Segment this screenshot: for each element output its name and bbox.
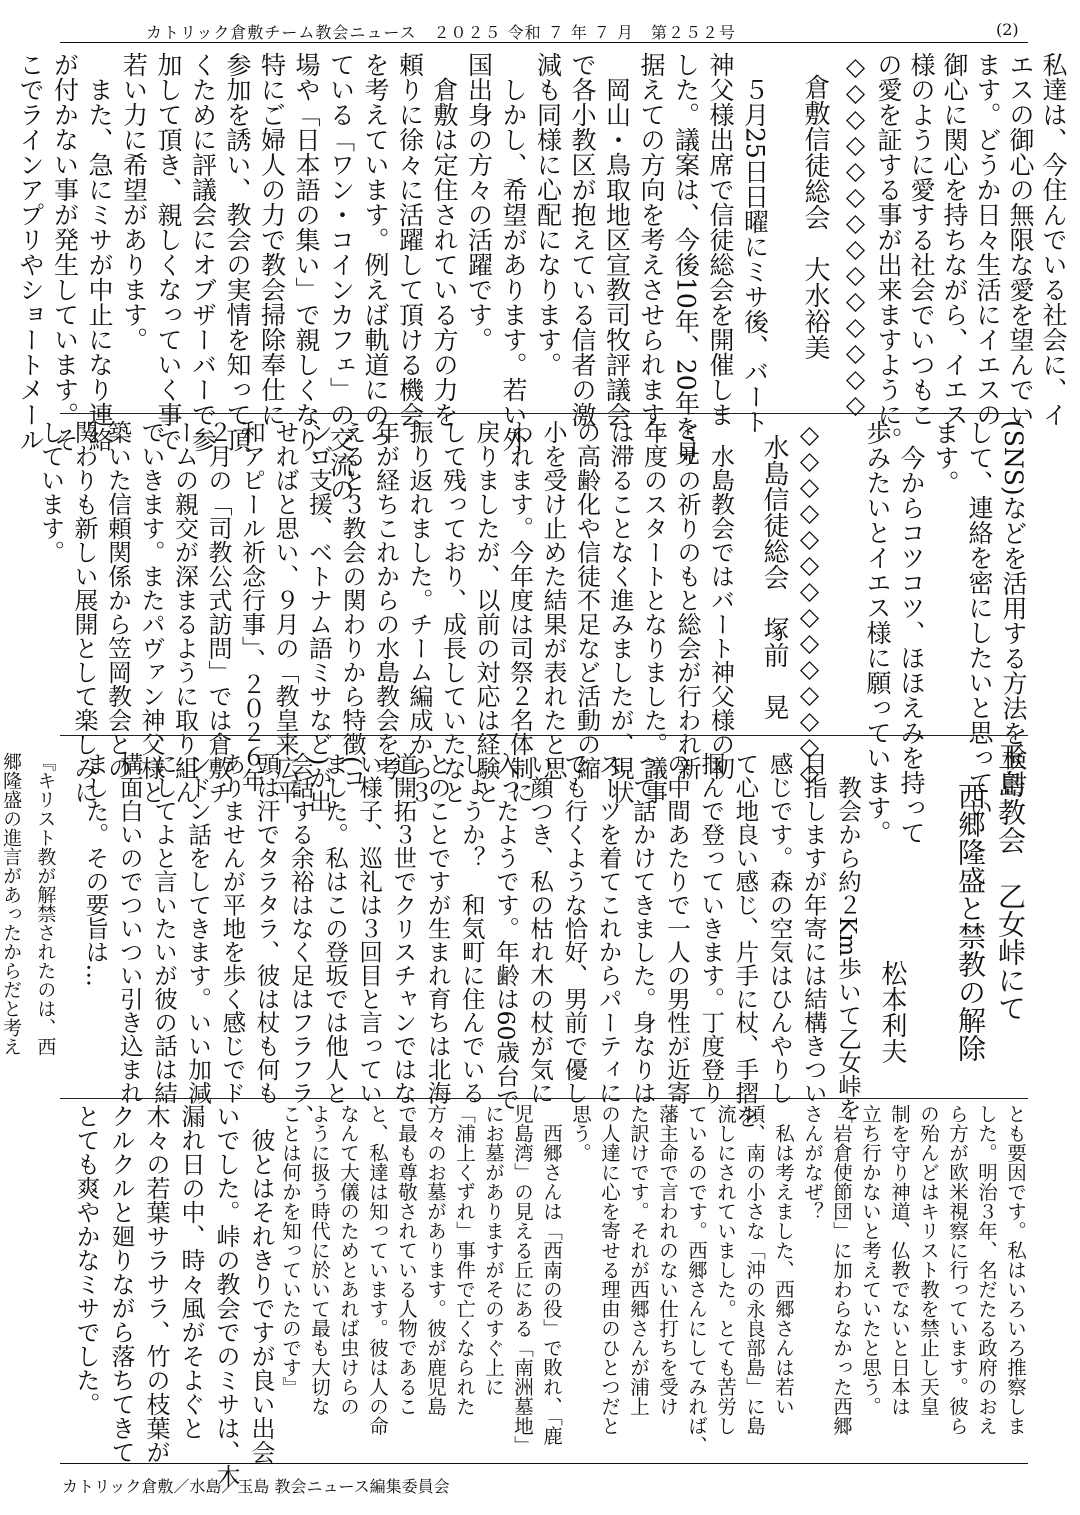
quote-line: 児島湾」の見える丘にある「南洲墓地」 [511,1104,534,1455]
text-line: の中間あたりで一人の男性が近寄 [662,752,691,1105]
quote-line: 「岩倉使節団」に加わらなかった西郷 [830,1104,853,1436]
text-line: して、連絡を密にしたいと思ってい [965,420,994,820]
text-line: 教会から約２Km歩いて乙女峠を [834,752,862,1121]
text-line: でいきます。またパヴァン神父様と [137,420,165,804]
page-number: (2) [996,20,1019,39]
text-line: 会話する余裕はなく足はフラフラ、 [286,752,315,1128]
text-line: の高齢化や信徒不足など活動の縮 [572,420,601,780]
text-line: 神父様出席で信徒総会を開催しま [706,52,735,427]
text-line: 歩みたいとイエス様に願っています。 [863,420,892,845]
kurashiki-heading: 倉敷信徒総会 大水裕美 [800,74,830,360]
text-line: 戻りましたが、以前の対応は経験と [472,420,500,804]
row-divider [60,735,1028,736]
text-line: ンドン話をしてきます。いい加減 [184,752,213,1105]
kurashiki-article [16,52,832,502]
closing-paragraph [60,1104,278,1488]
quote-line: 郷隆盛の進言があったからだと考え [0,752,23,1056]
sns-continuation [790,420,1030,845]
tamashima-author: 松本利夫 [877,960,907,1064]
text-line: 構面白いのでついつい引き込まれ [115,752,144,1105]
intro-column [836,52,1070,452]
text-line: 特にご婦人の力で教会掃除奉仕に [257,52,287,427]
header-rule [60,42,1028,43]
row-divider [60,1098,1028,1099]
text-line: ミサの祈りのもと総会が行われ新 [673,420,701,780]
quote-line: とも要因です。私はいろいろ推察しま [1004,1104,1027,1436]
quote-line: にお墓がありますがそのすぐ上に [482,1104,505,1397]
text-line: ている「ワン・コインカフェ」の交流の [326,52,356,502]
text-line: の愛を証する事が出来ますように。 [874,52,903,452]
quote-line: ら方が欧米視察に行っています。彼ら [946,1104,969,1436]
text-line: て心地良い感じ、片手に杖、手摺を [731,752,760,1128]
text-line: スーツを着てこれからパーティに [594,752,623,1105]
text-line: にしてよと言いたいが彼の話は結 [149,752,178,1105]
text-line: 漏れ日の中、時々風がそよぐと [177,1104,205,1440]
mizushima-heading: 水島信徒総会 塚前 晃 [759,434,789,720]
text-line: 岡山・鳥取地区宣教司牧評議会 [602,52,632,427]
text-line: ます。 [931,420,960,495]
text-line: 目指しますが年寄には結構きつい [799,752,828,1105]
text-line: って話かけてきました。身なりは [628,752,657,1105]
quote-line: で最も尊敬されている人物であるこ [395,1104,418,1416]
text-line: くために評議会にオブザーバーで参 [188,52,218,452]
text-line: が付かない事が発生しています。そ [50,52,80,452]
quote-line: ことは何かを知っていたのです』 [279,1104,302,1397]
text-line: 木々の若葉サラサラ、竹の枝葉が [142,1104,170,1464]
text-line: 私達は、今住んでいる社会に、イ [1039,52,1068,427]
text-line: いでした。峠の教会でのミサは、木 [212,1104,240,1488]
text-line: した。議案は、今後10年、20年を見 [671,52,701,466]
quote-line: 西郷さんは「西南の役」で敗れ、「鹿 [540,1104,563,1446]
text-line: ンゴ支援、ベトナム語ミサなど)が出 [304,420,333,814]
text-line: ５月25日日曜にミサ後、バート [740,52,770,434]
tamashima-headings [950,742,1030,1102]
row-divider [60,413,1028,414]
text-line: 据えての方向を考えさせられます。 [637,52,666,452]
text-line: ームの親交が深まるように取り組ん [170,420,199,804]
newsletter-title: カトリック倉敷チーム教会ニュース ２０２５ 令和 ７ 年 ７ 月 第２５２号 [146,23,736,42]
quote-line: 制を守り神道、仏教でないと日本は [888,1104,911,1416]
quote-line: 「浦上くずれ」事件で亡くなられた [453,1104,476,1416]
saigo-quote [280,1104,1030,1459]
text-line: また、急にミサが中止になり連絡 [85,52,114,452]
text-line: い顔つき、私の枯れ木の杖が気に [526,752,555,1105]
quote-line: ように扱う時代に於いて最も大切な [308,1104,331,1416]
text-line: で各小教区が抱えている信者の激 [568,52,597,427]
text-line: 様のように愛する社会でいつもこ [907,52,936,427]
quote-line: 流しにされていました。とても苦労し [714,1104,737,1436]
text-line: 若い力に希望があります。 [119,52,149,352]
text-line: 水島教会ではバート神父様の初 [706,420,735,780]
text-line: 和アピール祈念行事」、２０２６年 [237,420,266,792]
text-line: しょうか？ 和気町に住んでいる [457,752,486,1105]
text-line: 年度のスタートとなりました。議事 [639,420,668,804]
text-line: い様子、巡礼は３回目と言ってい [355,752,384,1105]
text-line: でも行くような恰好、男前で優し [560,752,589,1105]
text-line: とのことですが生まれ育ちは北海 [423,752,452,1105]
text-line: 振り返れました。チーム編成から３ [405,420,433,804]
text-line: 国出身の方々の活躍です。 [464,52,494,352]
footer-rule [60,1463,1028,1464]
text-line: 入ったようです。年齢は60歳台で [491,752,520,1111]
text-line: を考えています。例えば軌道にのっ [361,52,390,452]
text-line: 参加を誘い、教会の実情を知って頂 [223,52,252,452]
quote-line: なんて大儀のためとあれば虫けらの [337,1104,360,1416]
text-line: 頼りに徐々に活躍して頂ける機会 [395,52,425,427]
text-line: こでラインアプリやショートメール [16,52,45,452]
text-line: 道開拓３世でクリスチャンではな [389,752,418,1105]
text-line: しかし、希望があります。若い外 [499,52,528,452]
text-line: 彼とはそれきりですが良い出会 [247,1104,275,1464]
quote-line: 頃、南の小さな「沖の永良部島」に島 [743,1104,766,1436]
quote-line: の殆んどはキリスト教を禁止し天皇 [917,1104,940,1416]
text-line: エスの御心の無限な愛を望んでい [1006,52,1035,427]
page-header [0,14,1080,42]
tamashima-author-box [870,960,910,1100]
text-line: われます。今年度は司祭２名体制に [505,420,534,804]
text-line: ました。私はこの登坂では他人と [320,752,349,1105]
quote-line: 方々のお墓があります。彼が鹿児島 [424,1104,447,1416]
footer-credit: カトリック倉敷／水島／玉島 教会ニュース編集委員会 [62,1477,450,1496]
text-line: とても爽やかなミサでした。 [72,1104,100,1416]
text-line: 築いた信頼関係から笠岡教会との [103,420,132,780]
text-line: は滞ることなく進みましたが、現状 [606,420,634,804]
text-line: 今からコツコツ、ほほえみを持って [897,420,926,845]
text-line: 年が経ちこれからの水島教会を考 [371,420,400,780]
text-line [826,420,860,730]
text-line: 場や「日本語の集い」で親しくなり、 [292,52,321,477]
quote-line: 『キリスト教が解禁されたのは、西 [34,752,57,1056]
diamond-divider: ◇◇◇◇◇◇◇◇◇◇◇◇◇◇ [841,52,870,416]
quote-line: た訳けです。それが西郷さんが浦上 [627,1104,650,1416]
text-line: ２月の「司教公式訪問」では倉敷チ [204,420,232,804]
text-line: 小を受け止めた結果が表れたと思 [539,420,567,780]
text-line: しています。 [36,420,65,564]
text-line: 加して頂き、親しくなっていく事で [154,52,183,452]
text-line: えると３教会の関わりから特徴(コ [338,420,366,790]
text-line: (SNS)などを活用する方法を検討 [999,420,1028,796]
text-line: 掴んで登っていきます。丁度登り [697,752,726,1105]
text-line: せればと思い、９月の「教皇来広平 [271,420,299,804]
quote-line: さんがなぜ？ [801,1104,824,1221]
text-line: 関わりも新しい展開として楽しみに [70,420,98,804]
tamashima-subtitle: 西郷隆盛と禁教の解除 [954,782,987,1062]
quote-line: した。明治３年、名だたる政府のおえ [975,1104,998,1436]
text-line: クルクルと廻りながら落ちてきて [107,1104,135,1464]
tamashima-title: 玉島教会 乙女峠にて [994,742,1027,1022]
diamond-divider: ◇◇◇◇◇◇◇◇◇◇◇◇◇◇ [795,420,824,784]
quote-line: 立ち行かないと考えていたと思う。 [859,1104,882,1416]
mizushima-article [36,420,790,814]
text-line: して残っており、成長していたなと [438,420,467,804]
text-line: 頭は汗でタラタラ、彼は杖も何も [252,752,281,1105]
text-line: 御心に関心を持ちながら、イエス [940,52,969,427]
text-line: 減も同様に心配になります。 [533,52,563,377]
text-line: ます。どうか日々生活にイエスの [973,52,1002,427]
quote-line: 思う。 [569,1104,592,1163]
quote-line: ているのです。西郷さんにしてみれば、 [685,1104,708,1455]
quote-line: 藩主命で言われのない仕打ちを受け [656,1104,679,1416]
text-line: 倉敷は定住されている方の力を [430,52,459,427]
quote-line: と、私達は知っています。彼は人の命 [366,1104,389,1436]
text-line: ありませんが平地を歩く感じでド [218,752,247,1105]
tamashima-narrative [0,752,865,1128]
text-line: ました。その要旨は… [81,752,110,987]
quote-line: 私は考えました、西郷さんは若い [772,1104,795,1416]
quote-line: の人達に心を寄せる理由のひとつだと [598,1104,621,1436]
text-line: 感じです。森の空気はひんやりし [765,752,794,1105]
